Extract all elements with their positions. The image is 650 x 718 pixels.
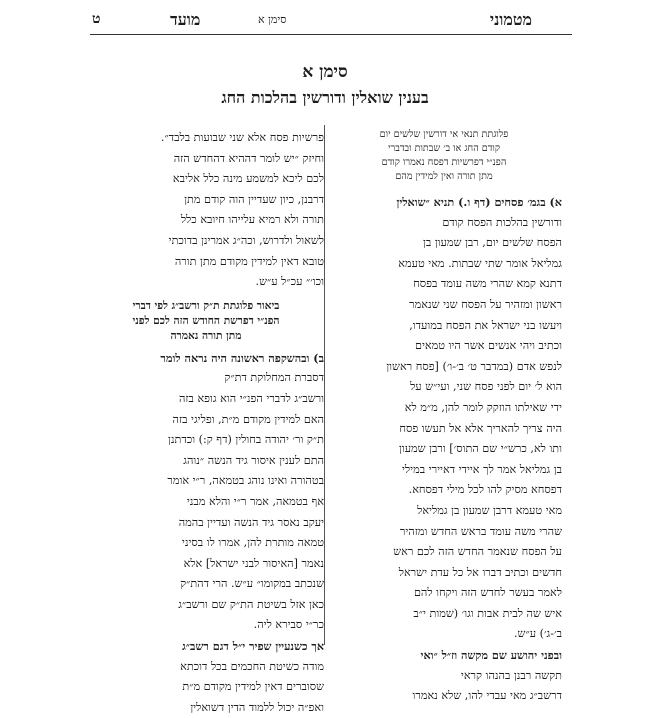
- text-line: וחיזק ״יש לומר דההיא דהחדש הזה: [173, 151, 324, 165]
- text-line: ידי שאילתו הוזקק לומר להן, מ״מ לא: [404, 400, 562, 414]
- text-line: דרשב״ג מאי עבדי להו, שלא נאמרו: [412, 689, 562, 703]
- text-line: תקשה רבנן בהנהו קראי: [460, 668, 562, 682]
- text-line: היה צריך להאריך אלא אל תעשו פסח: [399, 421, 562, 435]
- text-line: אך כשנעיין שפיר י״ל דגם רשב״ג: [182, 639, 324, 654]
- text-line: לנפש אדם (במדבר ט׳ ב׳-ו׳) [פסח ראשון: [386, 359, 562, 373]
- text-line: לכם ליכא למשמע מינה כלל אליבא: [172, 172, 324, 186]
- text-line: אף בטמאה, אמר ר״י והלא מבני: [186, 494, 324, 508]
- text-line: ואפ״ה יכול ללמוד הדין דשואלין: [190, 700, 324, 714]
- text-line: מאי טעמא דרבן שמעון בן גמליאל: [417, 503, 562, 517]
- summary-line: קודם החג או ב׳ שבתות ובדברי: [388, 143, 500, 154]
- running-header-siman: סימן א: [258, 13, 287, 26]
- text-line: לשאול ולדרוש, וכה״ג אמרינן בדוכתי: [168, 233, 324, 247]
- text-line: בן גמליאל אמר לך איידי דאיירי במילי: [402, 462, 562, 476]
- text-line: ודורשין בהלכות הפסח קודם: [442, 215, 562, 229]
- main-heading: בענין שואלין ודורשין בהלכות החג: [221, 88, 429, 107]
- text-line: כאן אזל בשיטת הת״ק שם ורשב״ג: [178, 597, 324, 611]
- text-line: דרבנן, כיון שעדיין הוה קודם מתן: [184, 192, 324, 206]
- text-line: מודה כשיטת החכמים בכל דוכתא: [180, 659, 324, 673]
- sub-heading-line: מתן תורה נאמרה: [170, 329, 242, 342]
- text-line: חדשים וכתיב דברו אל כל עדת ישראל: [398, 565, 562, 579]
- text-line: ויעשו בני ישראל את הפסח במועדו,: [409, 318, 562, 332]
- text-line: טמאה מותרת להן, אמרו לו בסיני: [181, 536, 324, 550]
- text-line: ב׳-ג׳) ע״ש.: [513, 627, 562, 641]
- sub-heading-line: הפנ״י דפרשת החודש הזה לכם לפני: [132, 314, 280, 327]
- text-line: הוא ל׳ יום לפני פסח שני, ועי״ש על: [410, 380, 562, 394]
- running-header-book-title: מטמוני: [489, 10, 532, 29]
- text-line: ת״ק ור׳ יהודה בחולין (דף ק:) וכדתנן: [168, 433, 324, 447]
- text-line: שסוברים דאין למידין מקודם מ״ת: [182, 680, 324, 694]
- text-line: ב) ובהשקפה ראשונה היה נראה לומר: [160, 350, 324, 365]
- text-line: בטהורה ואינו נוהג בטמאה, ר״י אומר: [167, 474, 324, 488]
- text-line: האם למידין מקודם מ״ת, ופליגי בזה: [172, 412, 324, 426]
- summary-line: הפנ״י דפרשיות דפסח נאמרו קודם: [381, 157, 507, 168]
- text-line: שהרי משה עומד בראש החדש ומזהיר: [399, 524, 562, 538]
- right-column-summary: [326, 128, 562, 184]
- text-line: וכתיב ויהי אנשים אשר היו טמאים: [415, 339, 562, 353]
- summary-line: פלוגתת תנאי אי דורשין שלשים יום: [379, 129, 509, 140]
- text-line: שנכתב במקומו״ ע״ש. הרי דהת״ק: [180, 577, 324, 591]
- text-line: יעקב נאסר גיד הנשה ועדיין בהמה: [178, 515, 324, 529]
- text-line: א) בגמ׳ פסחים (דף ו.) תניא ״שואלין: [396, 195, 562, 209]
- text-line: על הפסח שנאמר החדש הזה לכם ראש: [393, 545, 562, 559]
- left-column-body-bottom: [88, 348, 324, 718]
- text-line: כר״י סבירא ליה.: [253, 618, 324, 632]
- siman-title: סימן א: [302, 62, 348, 82]
- text-line: איש שה לבית אבות וגו׳ (שמות י״ב: [413, 606, 562, 620]
- text-line: טובא דאין למידין מקודם מתן תורה: [174, 254, 324, 268]
- text-line: גמליאל אומר שתי שבתות. מאי טעמא: [398, 256, 562, 270]
- running-header-section-title: מועד: [170, 10, 201, 29]
- right-column: [326, 128, 562, 707]
- text-line: דתנא קמא שהרי משה עומד בפסח: [413, 277, 562, 291]
- sub-heading-line: ביאור פלוגתת ת״ק ורשב״ג לפי דברי: [132, 299, 280, 312]
- left-column: [88, 128, 324, 718]
- text-line: פרשיות פסח אלא שני שבועות בלבד״.: [160, 131, 324, 144]
- text-line: ראשון ומזהיר על הפסח שני שנאמר: [409, 297, 562, 311]
- text-line: ותו לא, כרש״י שם התוס׳] ורבן שמעון: [399, 442, 562, 456]
- text-line: וכו׳״ עכ״ל ע״ש.: [255, 275, 324, 289]
- text-line: דפסחא מסיק להו לכל מילי דפסחא.: [408, 483, 562, 497]
- text-line: הפסח שלשים יום, רבן שמעון בן: [423, 236, 562, 250]
- text-line: ובפני יהושע שם מקשה וז״ל ״ואי: [420, 648, 562, 663]
- text-line: לאמר בעשר לחדש הזה ויקחו להם: [413, 586, 562, 600]
- text-line: דסברת המחלוקת דת״ק: [224, 371, 324, 385]
- section-sub-heading: [88, 299, 324, 344]
- page-number: ט: [92, 11, 101, 27]
- column-divider: [324, 125, 325, 645]
- text-line: התם לענין איסור גיד הנשה ״נוהג: [183, 453, 324, 467]
- right-column-body: [326, 192, 562, 707]
- text-line: נאמר [האיסור לבני ישראל] אלא: [183, 556, 324, 570]
- header-rule: [90, 34, 572, 35]
- text-line: תורה ולא רמיא עלייהו חיובא כלל: [180, 213, 324, 227]
- text-line: ורשב״ג לדברי הפנ״י הוא גופא בזה: [178, 391, 324, 405]
- summary-line: מתן תורה ואין למידין מהם: [395, 171, 493, 182]
- left-column-body-top: [88, 128, 324, 293]
